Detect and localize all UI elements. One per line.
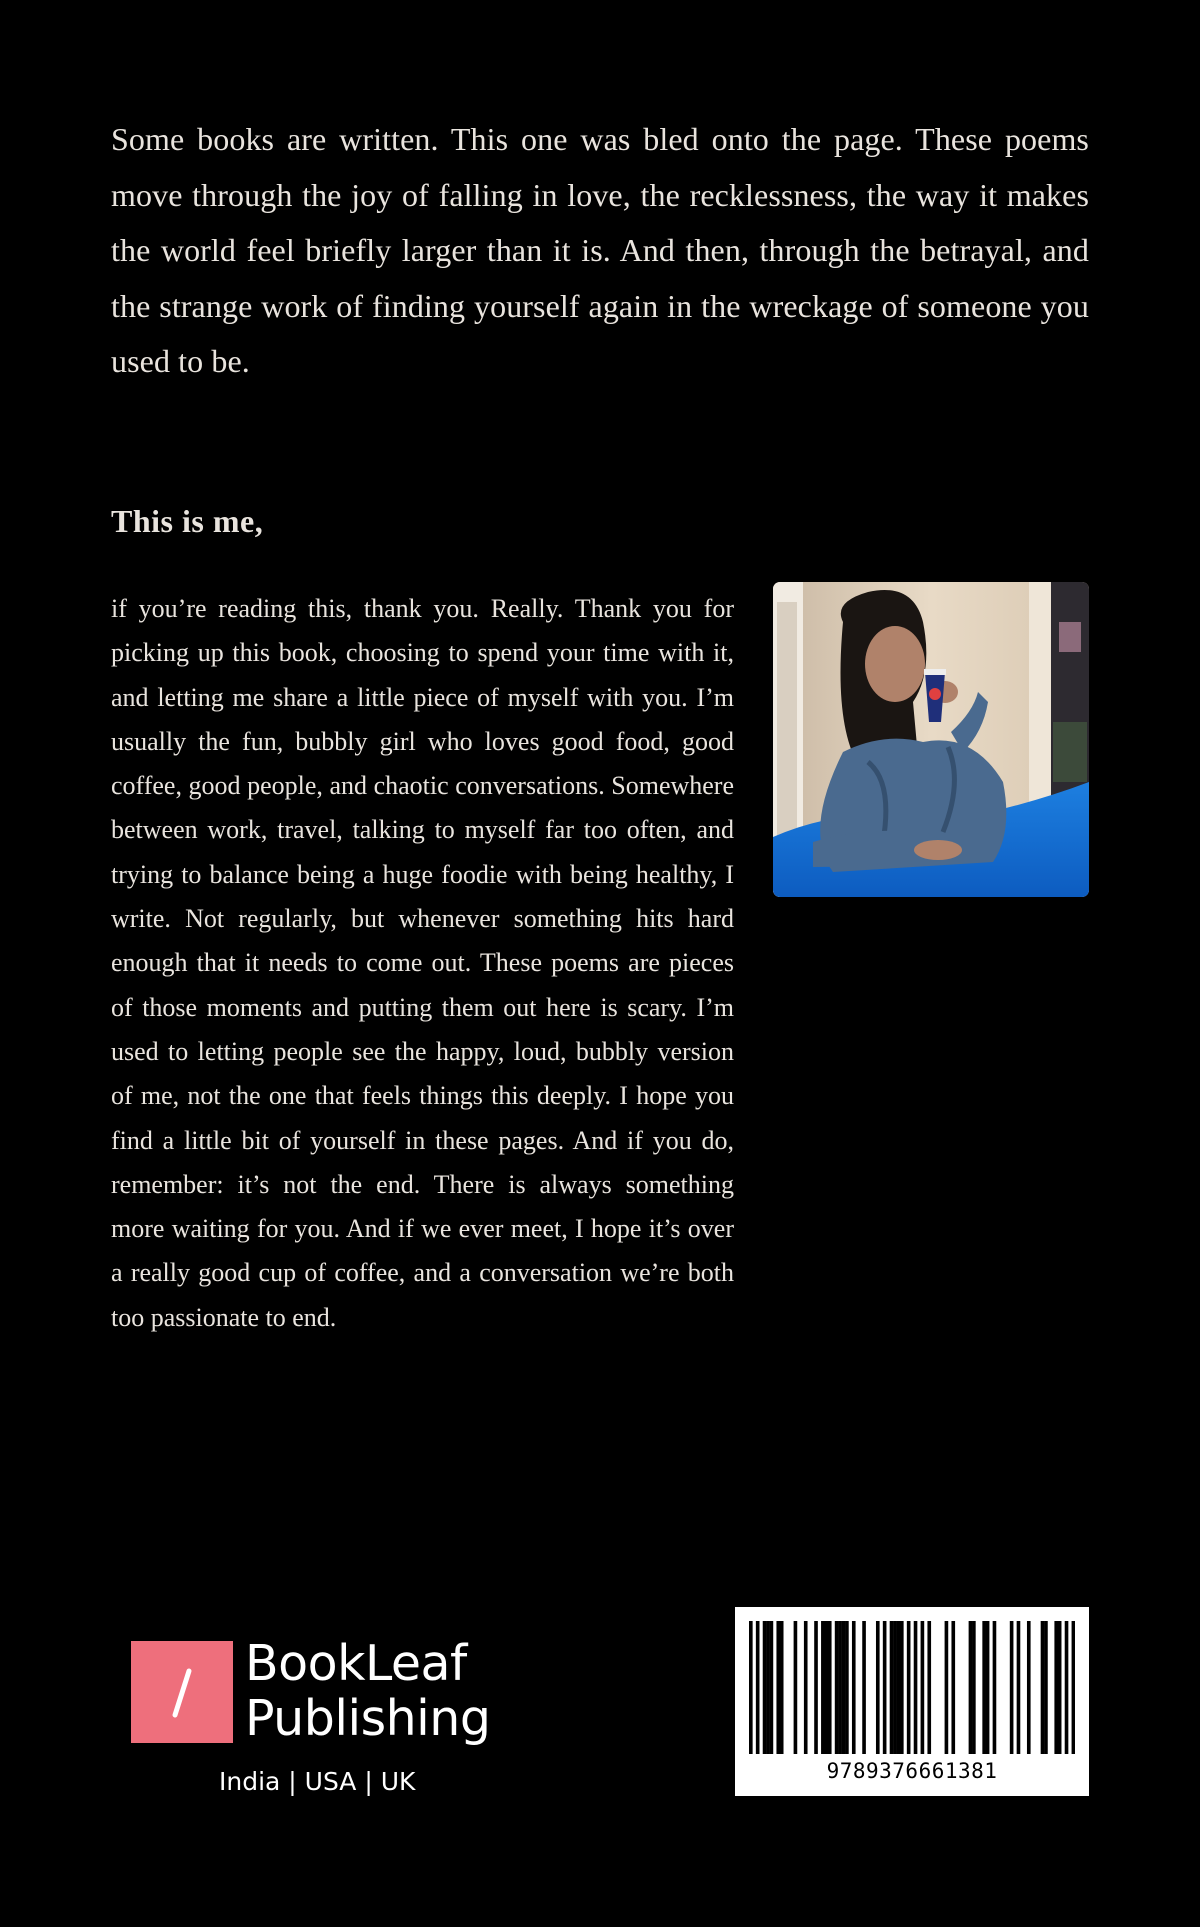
barcode-bar (876, 1621, 880, 1754)
barcode-bar (862, 1621, 866, 1754)
barcode-bar (890, 1621, 894, 1754)
publisher-regions: India | USA | UK (219, 1767, 416, 1796)
barcode-bar (1058, 1621, 1062, 1754)
publisher-name (245, 1636, 490, 1746)
publisher-mark-icon (131, 1641, 233, 1743)
barcode-bar (914, 1621, 918, 1754)
publisher-logo (131, 1635, 511, 1798)
about-author-text: if you’re reading this, thank you. Really. Thank you for picking up this book, choosing to spend your time with it, and letting me share a little piece of myself with you. I’m usually the fun, bubbly girl who loves good food, good coffee, good people, and chaotic conversations. Somewhere between work, travel, talking to myself far too often, and trying to balance being a huge foodie with being healthy, I write. Not regularly, but whenever something hits hard enough that it needs to come out. These poems are pieces of those moments and putting them out here is scary. I’m used to letting people see the happy, loud, bubbly version of me, not the one that feels things this deeply. I hope you find a little bit of yourself in these pages. And if you do, remember: it’s not the end. There is always something more waiting for you. And if we ever meet, I hope it’s over a really good cup of coffee, and a conversation we’re both too passionate to end. (111, 594, 734, 1332)
barcode-bar (1072, 1621, 1075, 1754)
back-cover-blurb: Some books are written. This one was bled onto the page. These poems move through the joy of falling in love, the recklessness, the way it makes the world feel briefly larger than it is. And then, through the betrayal, and the strange work of finding yourself again in the wreckage of someone you used to be. (111, 121, 1089, 379)
barcode-bar (907, 1621, 911, 1754)
barcode-bar (1027, 1621, 1031, 1754)
publisher-name-line1: BookLeaf (245, 1635, 467, 1692)
barcode-bar (824, 1621, 828, 1754)
barcode-bar (986, 1621, 990, 1754)
barcode-bar (927, 1621, 931, 1754)
barcode-icon (749, 1621, 1075, 1754)
barcode-bar (972, 1621, 976, 1754)
barcode-bar (883, 1621, 887, 1754)
barcode-bar (838, 1621, 842, 1754)
barcode-bar (921, 1621, 925, 1754)
barcode-bar (780, 1621, 784, 1754)
barcode-bar (835, 1621, 839, 1754)
isbn-barcode (735, 1607, 1089, 1796)
barcode-bar (766, 1621, 770, 1754)
barcode-bar (1041, 1621, 1045, 1754)
barcode-bar (794, 1621, 798, 1754)
barcode-bar (828, 1621, 832, 1754)
barcode-bar (897, 1621, 901, 1754)
barcode-bar (821, 1621, 825, 1754)
barcode-bar (969, 1621, 973, 1754)
barcode-bar (951, 1621, 955, 1754)
barcode-bar (900, 1621, 904, 1754)
barcode-bar (814, 1621, 818, 1754)
barcode-bar (893, 1621, 897, 1754)
barcode-bar (852, 1621, 856, 1754)
barcode-bar (776, 1621, 780, 1754)
barcode-bar (993, 1621, 997, 1754)
barcode-bar (982, 1621, 986, 1754)
author-photo (773, 582, 1089, 897)
about-author-heading: This is me, (111, 503, 264, 539)
barcode-bar (770, 1621, 774, 1754)
barcode-bar (945, 1621, 949, 1754)
isbn-number: 9789376661381 (826, 1759, 998, 1783)
barcode-bar (756, 1621, 760, 1754)
barcode-bar (1065, 1621, 1069, 1754)
barcode-bar (749, 1621, 753, 1754)
barcode-bar (1054, 1621, 1058, 1754)
barcode-bar (804, 1621, 808, 1754)
barcode-bar (842, 1621, 846, 1754)
barcode-bar (763, 1621, 767, 1754)
barcode-bar (1010, 1621, 1014, 1754)
barcode-bar (1017, 1621, 1021, 1754)
barcode-bar (845, 1621, 849, 1754)
barcode-bar (1044, 1621, 1048, 1754)
publisher-name-line2: Publishing (245, 1690, 491, 1747)
